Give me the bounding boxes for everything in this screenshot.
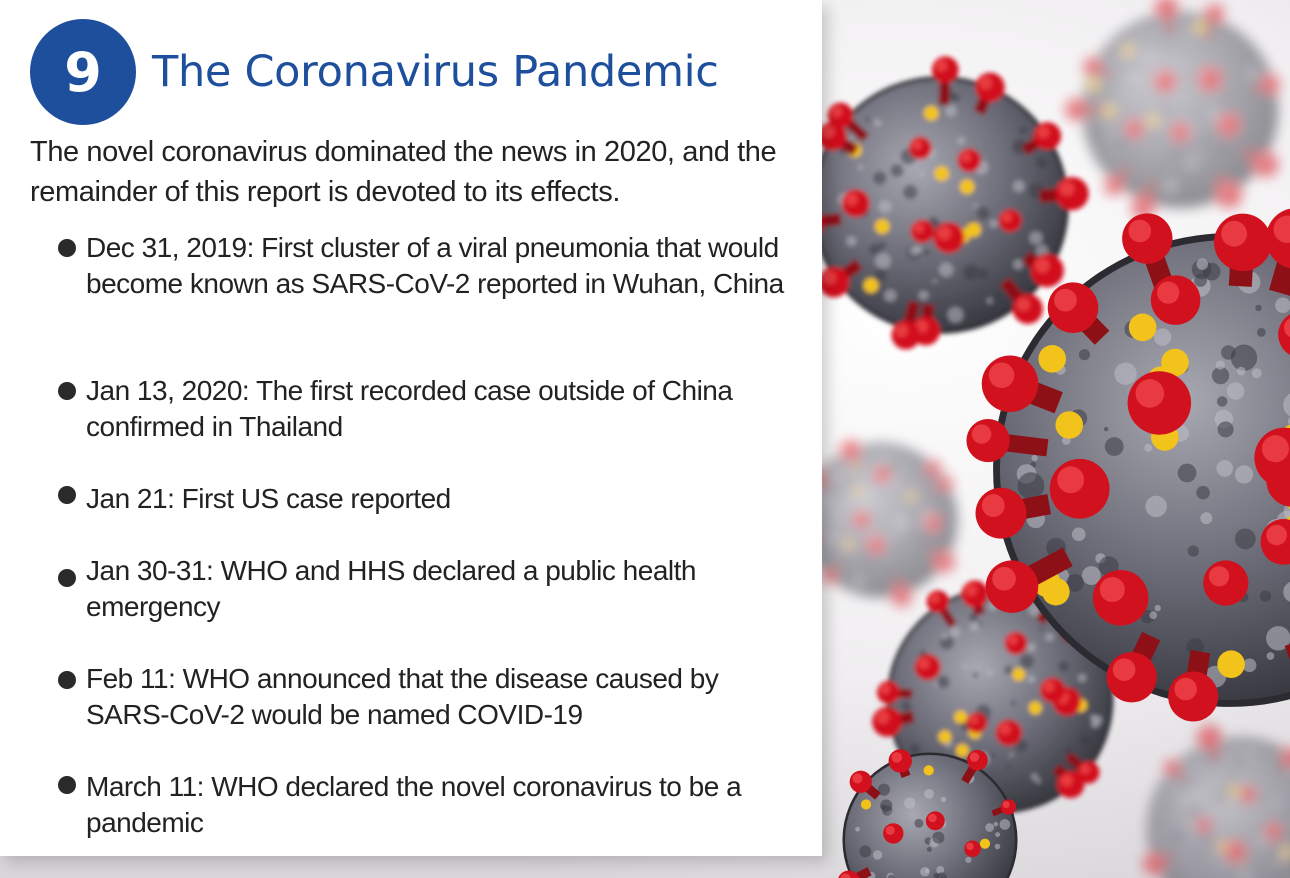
list-item-text: Jan 30-31: WHO and HHS declared a public health emergency bbox=[86, 555, 696, 622]
intro-paragraph: The novel coronavirus dominated the news in 2020, and the remainder of this report is devoted to its effects. bbox=[30, 136, 777, 208]
list-item-text: Dec 31, 2019: First cluster of a viral pneumonia that would become known as SARS-CoV-2 reported in Wuhan, China bbox=[86, 232, 784, 299]
list-item-text: Jan 21: First US case reported bbox=[86, 483, 451, 514]
bullet-icon bbox=[58, 486, 76, 504]
bullet-icon bbox=[58, 569, 76, 587]
list-item-text: Feb 11: WHO announced that the disease caused by SARS-CoV-2 would be named COVID-19 bbox=[86, 663, 719, 730]
section-number-badge: 9 bbox=[30, 19, 136, 125]
list-item-text: Jan 13, 2020: The first recorded case outside of China confirmed in Thailand bbox=[86, 375, 733, 442]
bullet-icon bbox=[58, 671, 76, 689]
bullet-icon bbox=[58, 239, 76, 257]
list-item-text: March 11: WHO declared the novel coronavirus to be a pandemic bbox=[86, 771, 742, 838]
bullet-icon bbox=[58, 382, 76, 400]
bullet-icon bbox=[58, 776, 76, 794]
page-title: The Coronavirus Pandemic bbox=[152, 47, 719, 97]
